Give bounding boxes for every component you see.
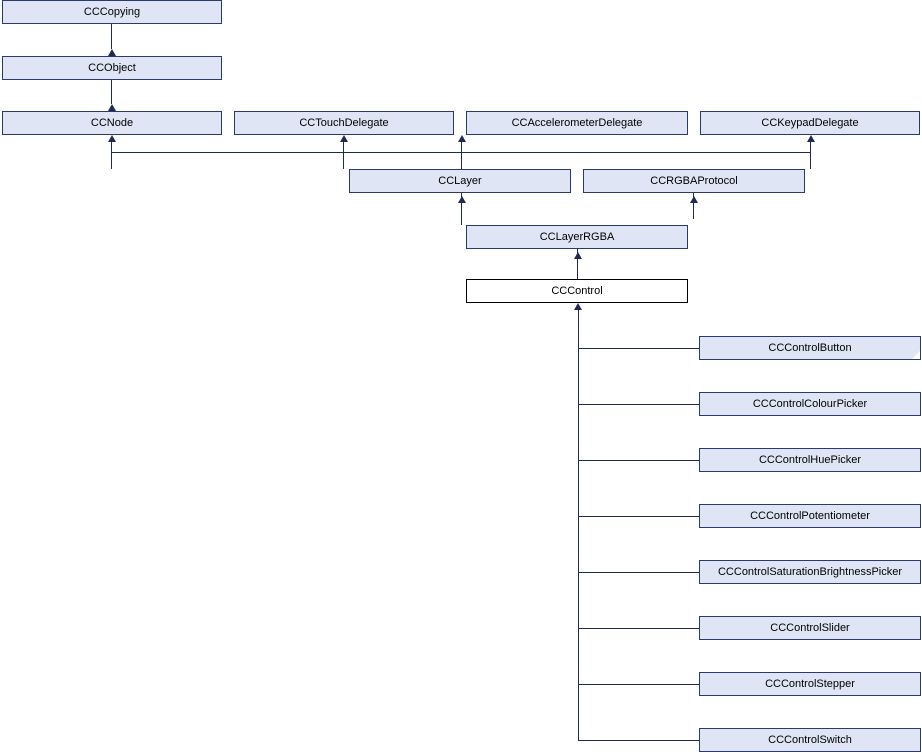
edge-bus-ccrgbaprotocol: [810, 152, 811, 169]
arrowhead-ccaccelerometerdelegate-bottom: [458, 135, 466, 142]
node-label: CCControlStepper: [765, 677, 855, 690]
node-cclayerrgba[interactable]: [466, 225, 688, 249]
node-cccontrol[interactable]: [466, 279, 688, 303]
edge-bus-cclayer-left: [111, 152, 112, 169]
edge-branch-cccontrolhuepicker: [578, 460, 699, 461]
node-cccontrolbutton[interactable]: [699, 336, 921, 360]
node-label: CCControlPotentiometer: [750, 509, 870, 522]
node-label: CCObject: [88, 61, 136, 74]
node-label: CCAccelerometerDelegate: [511, 116, 643, 129]
node-label: CCControl: [551, 284, 603, 297]
edge-branch-cccontrolstepper: [578, 684, 699, 685]
edge-branch-cccontrolswitch: [578, 740, 699, 741]
node-label: CCControlColourPicker: [752, 397, 868, 410]
node-label: CCKeypadDelegate: [761, 116, 859, 129]
node-label: CCTouchDelegate: [299, 116, 389, 129]
node-cccopying[interactable]: [2, 0, 222, 24]
edge-bus-cclayer-mid: [343, 152, 344, 169]
node-cccontrolswitch[interactable]: [699, 728, 921, 752]
node-cccontrolpotentiometer[interactable]: [699, 504, 921, 528]
node-label: CCCopying: [83, 5, 141, 18]
edge-branch-cccontrolslider: [578, 628, 699, 629]
arrowhead-cckeypaddelegate-bottom: [807, 135, 815, 142]
node-cccontrolsaturationbrightnesspicker[interactable]: [699, 560, 921, 584]
node-cckeypaddelegate[interactable]: [700, 111, 920, 135]
arrowhead-ccnode: [108, 104, 116, 111]
node-ccaccelerometerdelegate[interactable]: [466, 111, 688, 135]
node-ccobject[interactable]: [2, 56, 222, 80]
edge-cccopying-ccobject: [111, 24, 112, 49]
node-cccontrolhuepicker[interactable]: [699, 448, 921, 472]
node-label: CCControlSlider: [770, 621, 850, 634]
edge-branch-cccontrolbutton: [578, 348, 699, 349]
edge-branch-cccontrolsaturationbrightnesspicker: [578, 572, 699, 573]
node-cccontrolstepper[interactable]: [699, 672, 921, 696]
edge-branch-cccontrolpotentiometer: [578, 516, 699, 517]
node-label: CCControlButton: [768, 341, 852, 354]
node-label: CCRGBAProtocol: [650, 174, 738, 187]
node-label: CCLayerRGBA: [539, 230, 615, 243]
arrowhead-ccnode-bottom: [108, 135, 116, 142]
node-label: CCControlSaturationBrightnessPicker: [717, 565, 903, 578]
arrowhead-cclayerrgba-from-cclayer: [458, 196, 466, 203]
node-ccnode[interactable]: [2, 111, 222, 135]
node-cccontrolcolourpicker[interactable]: [699, 392, 921, 416]
arrowhead-ccobject: [108, 49, 116, 56]
node-label: CCLayer: [438, 174, 482, 187]
edge-bus-cclayer-center: [461, 152, 462, 169]
node-cccontrolslider[interactable]: [699, 616, 921, 640]
arrowhead-cclayerrgba-from-ccrgbaprotocol: [690, 196, 698, 203]
node-cclayer[interactable]: [349, 169, 571, 193]
node-label: CCControlSwitch: [768, 733, 852, 746]
node-cctouchdelegate[interactable]: [234, 111, 454, 135]
node-label: CCControlHuePicker: [758, 453, 862, 466]
edge-cccontrol-trunk: [578, 310, 579, 740]
edge-branch-cccontrolcolourpicker: [578, 404, 699, 405]
arrowhead-cctouchdelegate-bottom: [340, 135, 348, 142]
arrowhead-cccontrol: [574, 252, 582, 259]
arrowhead-cccontrol-bottom: [574, 303, 582, 310]
edge-ccobject-ccnode: [111, 80, 112, 104]
edge-ccrgbaprotocol-cclayerrgba: [693, 218, 694, 219]
node-label: CCNode: [90, 116, 134, 129]
node-ccrgbaprotocol[interactable]: [583, 169, 805, 193]
